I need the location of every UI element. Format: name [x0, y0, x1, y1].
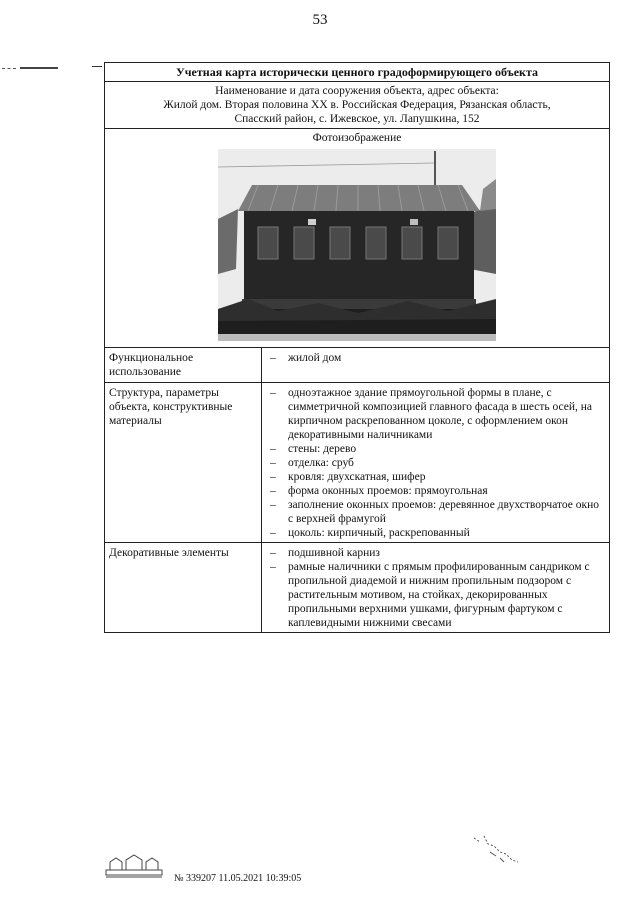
- card-row: [105, 383, 610, 543]
- object-info-line: Жилой дом. Вторая половина XX в. Российская Федерация, Рязанская область,: [163, 99, 551, 111]
- photo-label: Фотоизображение: [312, 132, 402, 144]
- house-photo: [218, 149, 496, 341]
- row-label: Структура, параметры объекта, конструктивные материалы: [105, 383, 262, 543]
- list-item: – одноэтажное здание прямоугольной формы в плане, с симметричной композицией главного фасада в шесть осей, на кирпичном раскрепованном цоколе, с оформлением окон декоративными наличниками: [268, 386, 605, 442]
- object-info-line: Спасский район, с. Ижевское, ул. Лапушкина, 152: [234, 113, 480, 125]
- object-info: [105, 82, 610, 129]
- list-item: – форма оконных проемов: прямоугольная: [268, 484, 605, 498]
- card-row: [105, 348, 610, 383]
- list-item: – рамные наличники с прямым профилированным сандриком с пропильной диадемой и нижним пропильным подзором с растительным мотивом, на стойках, декорированных пропильными верхними ушками, фигурным фартуком с каплевидными нижними свесами: [268, 560, 605, 630]
- row-value: [262, 543, 610, 633]
- row-label: Декоративные элементы: [105, 543, 262, 633]
- row-value: [262, 348, 610, 383]
- margin-mark: [2, 66, 60, 72]
- registry-stamp-icon: [104, 852, 164, 878]
- row-value: [262, 383, 610, 543]
- object-info-line: Наименование и дата сооружения объекта, адрес объекта:: [215, 85, 499, 97]
- card-row: [105, 543, 610, 633]
- list-item: – жилой дом: [268, 351, 605, 365]
- frame-line: [92, 66, 102, 67]
- list-item: – стены: дерево: [268, 442, 605, 456]
- list-item: – кровля: двухскатная, шифер: [268, 470, 605, 484]
- registration-card-table: [104, 62, 610, 633]
- row-label: Функциональное использование: [105, 348, 262, 383]
- list-item: – заполнение оконных проемов: деревянное двухстворчатое окно с верхней фрамугой: [268, 498, 605, 526]
- card-title: Учетная карта исторически ценного градоформирующего объекта: [105, 63, 610, 82]
- signature-mark: [470, 832, 520, 866]
- list-item: – отделка: сруб: [268, 456, 605, 470]
- list-item: – цоколь: кирпичный, раскрепованный: [268, 526, 605, 540]
- photo-cell: [105, 129, 610, 348]
- document-id: № 339207 11.05.2021 10:39:05: [174, 873, 302, 884]
- list-item: – подшивной карниз: [268, 546, 605, 560]
- page-number: 53: [312, 12, 328, 28]
